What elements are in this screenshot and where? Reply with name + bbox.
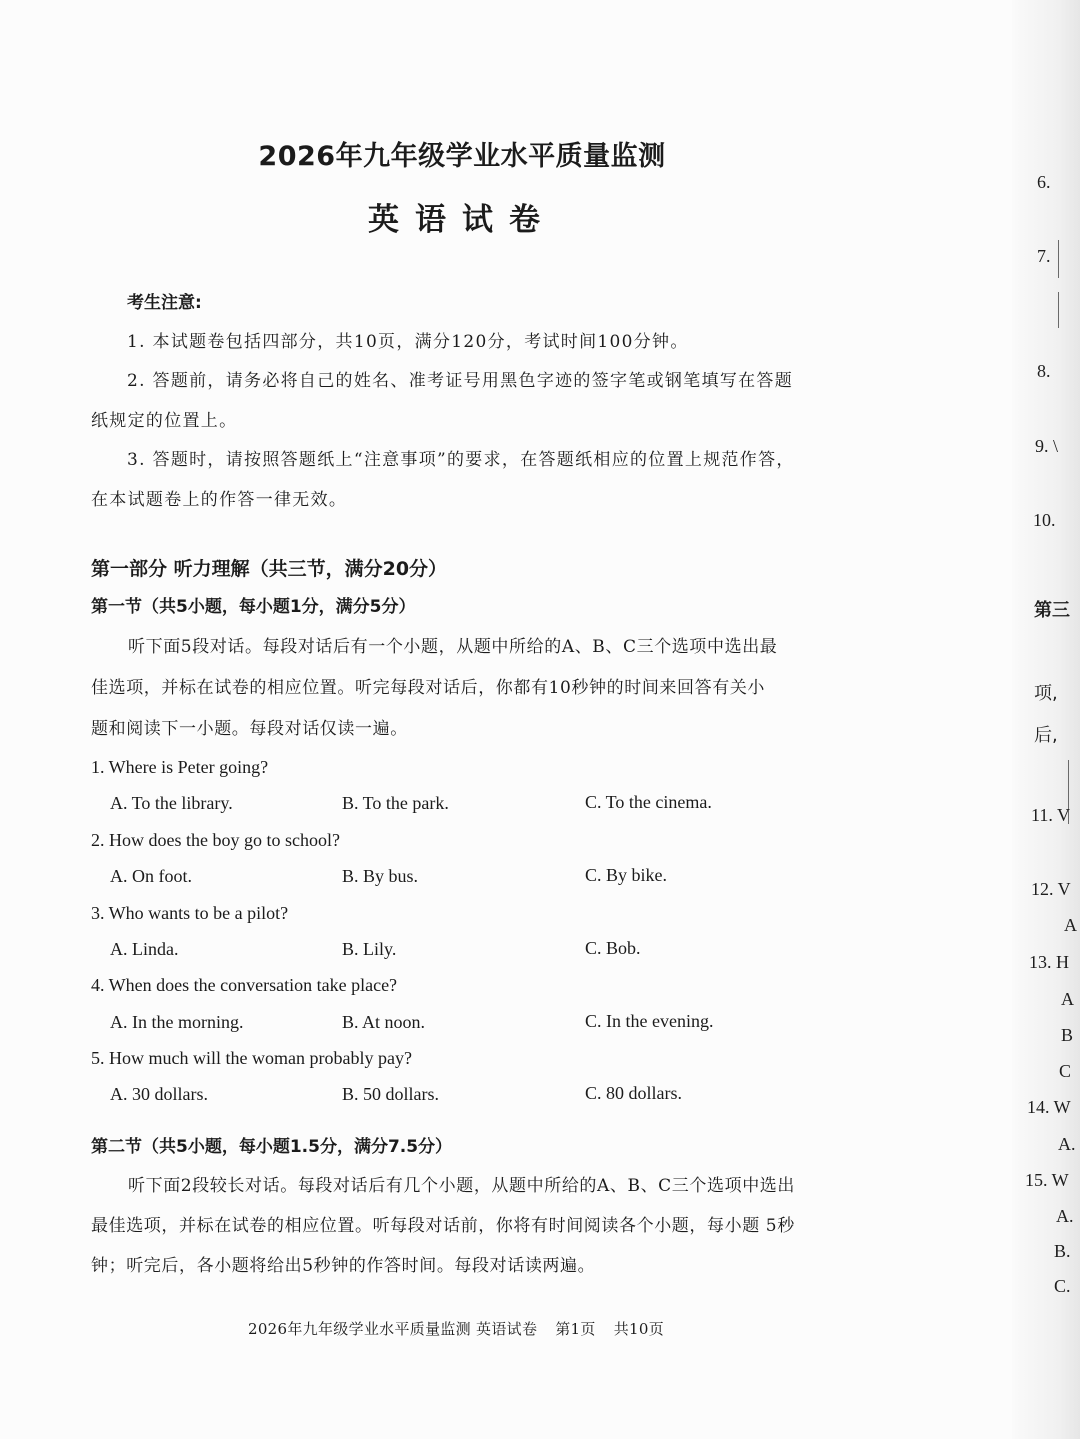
edge-q15-option-b: B. — [1054, 1241, 1071, 1261]
footer-page-number: 第1页 — [555, 1320, 596, 1338]
notice-item-2-cont: 纸规定的位置上。 — [91, 411, 238, 431]
q4-option-a: A. In the morning. — [110, 1012, 244, 1032]
notice-item-2: 2. 答题前，请务必将自己的姓名、准考证号用黑色字迹的签字笔或钢笔填写在答题 — [127, 371, 794, 391]
question-1: 1. Where is Peter going? — [91, 757, 269, 777]
edge-mark — [1058, 292, 1059, 328]
edge-q14-option-a: A. — [1058, 1134, 1076, 1154]
edge-section3: 第三 — [1034, 600, 1070, 621]
footer-page-total: 共10页 — [613, 1320, 664, 1338]
question-2: 2. How does the boy go to school? — [91, 830, 340, 850]
edge-line-xiang: 项, — [1034, 683, 1058, 704]
page-footer — [0, 1318, 912, 1339]
edge-q11: 11. V — [1031, 805, 1071, 825]
edge-q9: 9. \ — [1035, 436, 1059, 456]
section1-heading: 第一节（共5小题，每小题1分，满分5分） — [91, 597, 416, 617]
section1-instruction-2: 佳选项，并标在试卷的相应位置。听完每段对话后，你都有10秒钟的时间来回答有关小 — [91, 678, 766, 698]
q5-option-c: C. 80 dollars. — [585, 1083, 682, 1103]
edge-q14: 14. W — [1027, 1097, 1071, 1117]
edge-q15-option-c: C. — [1054, 1276, 1071, 1296]
q3-option-a: A. Linda. — [110, 939, 179, 959]
question-4: 4. When does the conversation take place? — [91, 975, 398, 995]
footer-title: 2026年九年级学业水平质量监测 英语试卷 — [248, 1320, 538, 1338]
q4-option-c: C. In the evening. — [585, 1011, 714, 1031]
q2-option-b: B. By bus. — [342, 866, 419, 886]
notice-heading: 考生注意: — [127, 293, 202, 313]
section2-instruction-3: 钟；听完后，各小题将给出5秒钟的作答时间。每段对话读两遍。 — [91, 1256, 596, 1276]
edge-line-hou: 后, — [1034, 725, 1058, 746]
edge-q13-option-c: C — [1059, 1061, 1072, 1081]
edge-q13-option-b: B — [1061, 1025, 1074, 1045]
q1-option-c: C. To the cinema. — [585, 792, 712, 812]
edge-q12: 12. V — [1031, 879, 1071, 899]
q3-option-b: B. Lily. — [342, 939, 397, 959]
edge-q12-option: A — [1064, 915, 1077, 935]
notice-item-3: 3. 答题时，请按照答题纸上“注意事项”的要求，在答题纸相应的位置上规范作答， — [127, 450, 795, 470]
question-5: 5. How much will the woman probably pay? — [91, 1048, 412, 1068]
q1-option-b: B. To the park. — [342, 793, 449, 813]
q3-option-c: C. Bob. — [585, 938, 641, 958]
q4-option-b: B. At noon. — [342, 1012, 426, 1032]
exam-title: 2026年九年级学业水平质量监测 — [258, 141, 666, 172]
edge-q13-option-a: A — [1061, 989, 1074, 1009]
section2-instruction-1: 听下面2段较长对话。每段对话后有几个小题，从题中所给的A、B、C三个选项中选出 — [128, 1176, 795, 1196]
edge-q7: 7. — [1037, 246, 1051, 266]
exam-subtitle: 英语试卷 — [368, 202, 556, 238]
section1-instruction-1: 听下面5段对话。每段对话后有一个小题，从题中所给的A、B、C三个选项中选出最 — [128, 637, 778, 657]
q2-option-c: C. By bike. — [585, 865, 668, 885]
edge-q15: 15. W — [1025, 1170, 1069, 1190]
notice-item-3-cont: 在本试题卷上的作答一律无效。 — [91, 490, 348, 510]
q5-option-b: B. 50 dollars. — [342, 1084, 439, 1104]
edge-q10: 10. — [1033, 510, 1056, 530]
notice-item-1: 1. 本试题卷包括四部分，共10页，满分120分，考试时间100分钟。 — [127, 332, 689, 352]
edge-q6: 6. — [1037, 172, 1051, 192]
section2-instruction-2: 最佳选项，并标在试卷的相应位置。听每段对话前，你将有时间阅读各个小题，每小题 5秒 — [91, 1216, 795, 1236]
section1-instruction-3: 题和阅读下一小题。每段对话仅读一遍。 — [91, 719, 408, 739]
q1-option-a: A. To the library. — [110, 793, 233, 813]
edge-q8: 8. — [1037, 361, 1051, 381]
edge-q13: 13. H — [1029, 952, 1069, 972]
q5-option-a: A. 30 dollars. — [110, 1084, 208, 1104]
section2-heading: 第二节（共5小题，每小题1.5分，满分7.5分） — [91, 1137, 453, 1157]
q2-option-a: A. On foot. — [110, 866, 192, 886]
edge-q15-option-a: A. — [1056, 1206, 1074, 1226]
edge-mark — [1058, 240, 1059, 278]
part1-heading: 第一部分 听力理解（共三节，满分20分） — [91, 558, 448, 580]
question-3: 3. Who wants to be a pilot? — [91, 903, 289, 923]
